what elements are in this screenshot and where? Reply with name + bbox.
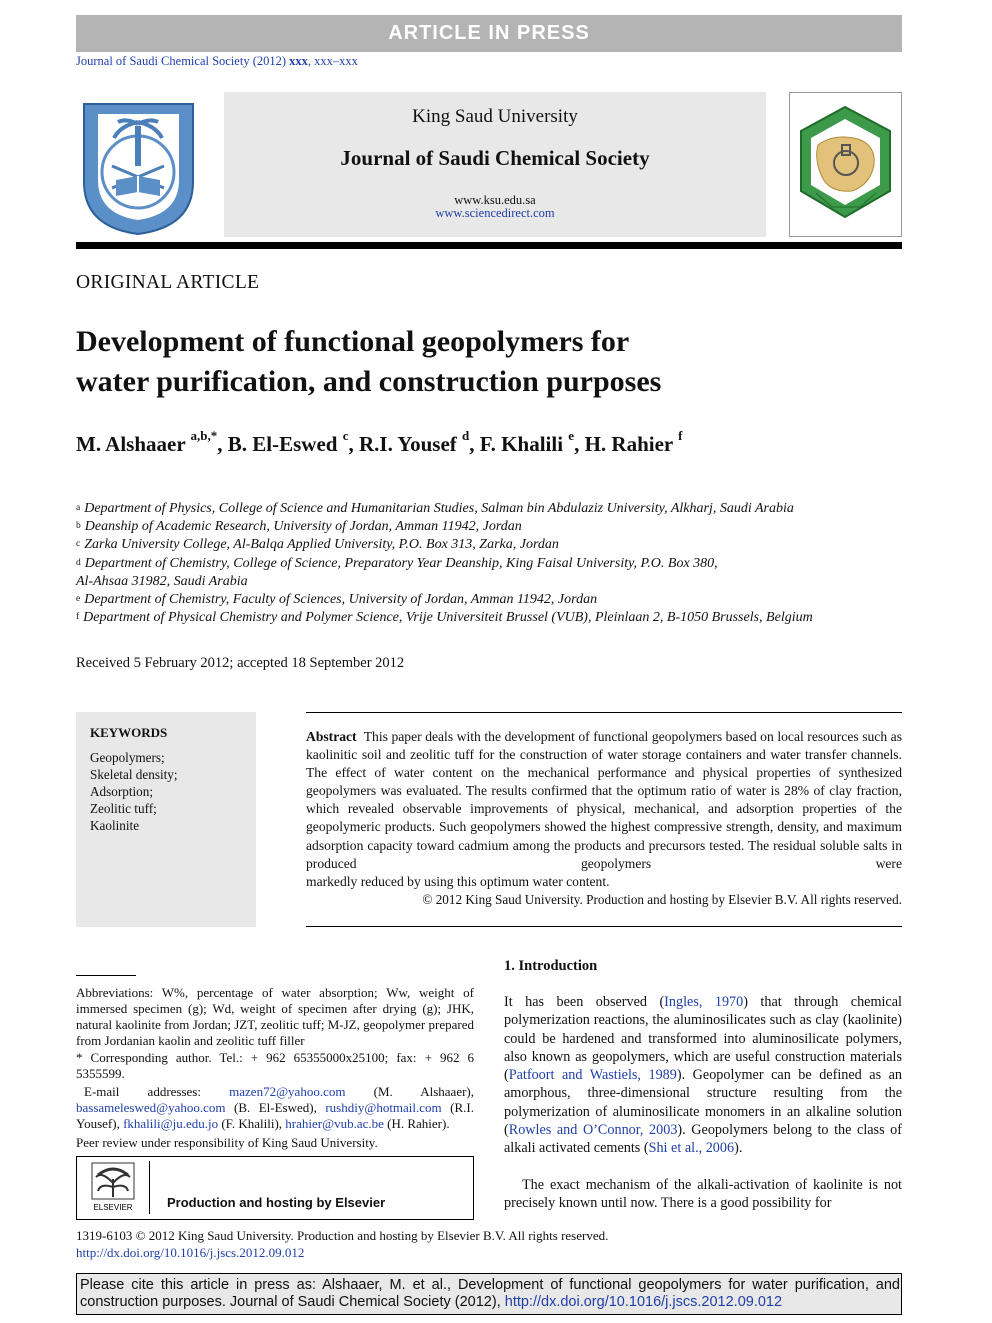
journal-citation-name: Journal of Saudi Chemical Society (2012)	[76, 54, 290, 68]
title-line-2: water purification, and construction purposes	[76, 365, 662, 398]
keyword-item: Skeletal density;	[90, 766, 178, 782]
email-link[interactable]: rushdiy@hotmail.com	[325, 1100, 442, 1116]
affiliation-item: $^a$ Department of Physics, College of Science and Humanitarian Studies, Salman bin Abdulaziz University, Alkharj, Saudi Arabia	[76, 501, 794, 516]
page-bottom-info	[76, 1228, 608, 1261]
reference-link[interactable]: Rowles and O’Connor, 2003	[508, 1122, 678, 1139]
keywords-title: KEYWORDS	[90, 725, 168, 740]
elsevier-divider	[149, 1161, 150, 1214]
king-saud-university-logo	[76, 92, 201, 237]
abbreviations-footnote: Abbreviations: W%, percentage of water absorption; Ww, weight of immersed specimen (g); Wd, weight of specimen after drying (g); JHK, natural kaolinite from Jordan; JZT, zeolitic tuff; M-JZ, geopolymer prepared from Jordanian kaolin and zeolitic tuff filler	[76, 985, 474, 1049]
journal-citation-line	[76, 54, 358, 69]
introduction-paragraph-2: The exact mechanism of the alkali-activation of kaolinite is not precisely known until now. There is a good possibility for	[504, 1177, 902, 1212]
saudi-chemical-society-logo	[789, 92, 902, 237]
abstract-body: This paper deals with the development of functional geopolymers based on local resources such as kaolinitic soil and zeolitic tuff for the construction of water storage containers and water transfer channels. The effect of water content on the mechanical performance and physical properties of synthesized geopolymers was evaluated. The results confirmed that the optimum ratio of water is 28% of clay fraction, which revealed observable improvements of physical, mechanical, and adsorption properties of the geopolymeric products. Such geopolymers showed the highest compressive strength, density, and maximum adsorption capacity toward cadmium among the products and precursors tested. The residual soluble salts in produced geopolymers were	[306, 729, 902, 871]
author-affiliation-link[interactable]: a,b,*	[190, 428, 218, 443]
abstract-copyright: © 2012 King Saud University. Production and hosting by Elsevier B.V. All rights reserved.	[422, 892, 902, 907]
introduction-paragraph-1: It has been observed (Ingles, 1970) that through chemical polymerization reactions, the aluminosilicates such as clay (kaolinite) could be hardened and transformed into aluminosilicate polymers, also known as geopolymers, which are useful construction materials (Patfoort and Wastiels, 1989). Geopolymer can be defined as an amorphous, three-dimensional structure resulting from the polymerization of aluminosilicate monomers in an alkaline solution (Rowles and O’Connor, 2003). Geopolymers belong to the class of alkali activated cements (Shi et al., 2006).	[504, 994, 902, 1157]
author-affiliation-link[interactable]: d	[462, 428, 470, 443]
issn-copyright: 1319-6103 © 2012 King Saud University. Production and hosting by Elsevier B.V. All rights reserved.	[76, 1228, 609, 1243]
article-title	[76, 322, 896, 402]
elsevier-logo	[88, 1161, 138, 1213]
article-type: ORIGINAL ARTICLE	[76, 272, 260, 293]
affiliation-item: $^b$ Deanship of Academic Research, University of Jordan, Amman 11942, Jordan	[76, 519, 522, 535]
keyword-item: Kaolinite	[90, 817, 140, 833]
reference-link[interactable]: Ingles, 1970	[664, 994, 744, 1010]
author-name: H. Rahier	[584, 432, 673, 456]
author-name: M. Alshaaer	[76, 432, 186, 456]
journal-name: Journal of Saudi Chemical Society	[340, 146, 650, 170]
sciencedirect-url-link[interactable]: www.sciencedirect.com	[435, 206, 555, 220]
journal-citation-vol: xxx	[289, 54, 308, 68]
email-footnote: E-mail addresses: mazen72@yahoo.com (M. Alshaaer), bassameleswed@yahoo.com (B. El-Eswed), rushdiy@hotmail.com (R.I. Yousef), fkhalili@ju.edu.jo (F. Khalili), hrahier@vub.ac.be (H. Rahier).	[76, 1084, 474, 1132]
footnote-rule	[76, 975, 136, 976]
corresponding-author-footnote: * Corresponding author. Tel.: + 962 65355000x25100; fax: + 962 6 5355599.	[76, 1050, 474, 1082]
affiliation-item: $^d$ Department of Chemistry, College of Science, Preparatory Year Deanship, King Faisal University, P.O. Box 380, Al-Ahsaa 31982, Saudi Arabia	[76, 555, 718, 589]
email-label: E-mail addresses:	[84, 1084, 201, 1099]
affiliation-item: $^e$ Department of Chemistry, Faculty of Sciences, University of Jordan, Amman 11942, Jordan	[76, 592, 598, 608]
header-divider	[76, 242, 902, 249]
cite-text: Please cite this article in press as: Alshaaer, M. et al., Development of functional geopolymers for water purification, and construction purposes. Journal of Saudi Chemical Society (2012), http://dx.doi.org/10.1016/j.jscs.2012.09.012	[80, 1277, 900, 1310]
author-affiliation-link[interactable]: e	[568, 428, 575, 443]
keywords-list	[90, 750, 178, 835]
affiliation-list	[76, 500, 906, 627]
keyword-item: Zeolitic tuff;	[90, 800, 157, 816]
affiliation-item: $^c$ Zarka University College, Al-Balqa Applied University, P.O. Box 313, Zarka, Jordan	[76, 537, 559, 553]
author-name: F. Khalili	[479, 432, 564, 456]
email-link[interactable]: mazen72@yahoo.com	[229, 1084, 346, 1099]
introduction-heading: 1. Introduction	[504, 958, 598, 974]
received-dates: Received 5 February 2012; accepted 18 September 2012	[76, 655, 405, 671]
abstract-last-line: markedly reduced by using this optimum water content.	[306, 874, 610, 889]
author-affiliation-link[interactable]: c	[342, 428, 349, 443]
journal-citation-pages: , xxx–xxx	[307, 54, 358, 68]
abstract-text	[306, 728, 902, 873]
author-name: B. El-Eswed	[227, 432, 338, 456]
reference-link[interactable]: Patfoort and Wastiels, 1989	[508, 1067, 677, 1084]
doi-link[interactable]: http://dx.doi.org/10.1016/j.jscs.2012.09.012	[76, 1244, 305, 1260]
ksu-url-link[interactable]: www.ksu.edu.sa	[454, 193, 536, 207]
email-link[interactable]: hrahier@vub.ac.be	[285, 1116, 384, 1132]
peer-review-note: Peer review under responsibility of King Saud University.	[76, 1135, 378, 1150]
reference-link[interactable]: Shi et al., 2006	[648, 1140, 735, 1157]
affiliation-item: $^f$ Department of Physical Chemistry and Polymer Science, Vrije Universiteit Brussel (VUB), Pleinlaan 2, B-1050 Brussels, Belgium	[76, 610, 813, 626]
university-name: King Saud University	[412, 106, 578, 127]
title-line-1: Development of functional geopolymers for	[76, 325, 630, 358]
production-hosting-text: Production and hosting by Elsevier	[167, 1195, 386, 1210]
abstract-label: Abstract	[306, 729, 357, 744]
article-in-press-banner: ARTICLE IN PRESS	[76, 15, 902, 52]
email-link[interactable]: bassameleswed@yahoo.com	[76, 1100, 226, 1116]
cite-doi-link[interactable]: http://dx.doi.org/10.1016/j.jscs.2012.09.012	[504, 1293, 783, 1310]
keyword-item: Adsorption;	[90, 783, 154, 799]
email-link[interactable]: fkhalili@ju.edu.jo	[123, 1116, 219, 1132]
keyword-item: Geopolymers;	[90, 750, 165, 765]
author-affiliation-link[interactable]: f	[678, 428, 683, 443]
svg-text:ELSEVIER: ELSEVIER	[93, 1203, 133, 1212]
author-list: M. Alshaaer $^{a,b,*}$, B. El-Eswed $^c$, R.I. Yousef $^d$, F. Khalili $^e$, H. Rahier $^f$	[76, 428, 683, 456]
author-name: R.I. Yousef	[358, 432, 457, 456]
